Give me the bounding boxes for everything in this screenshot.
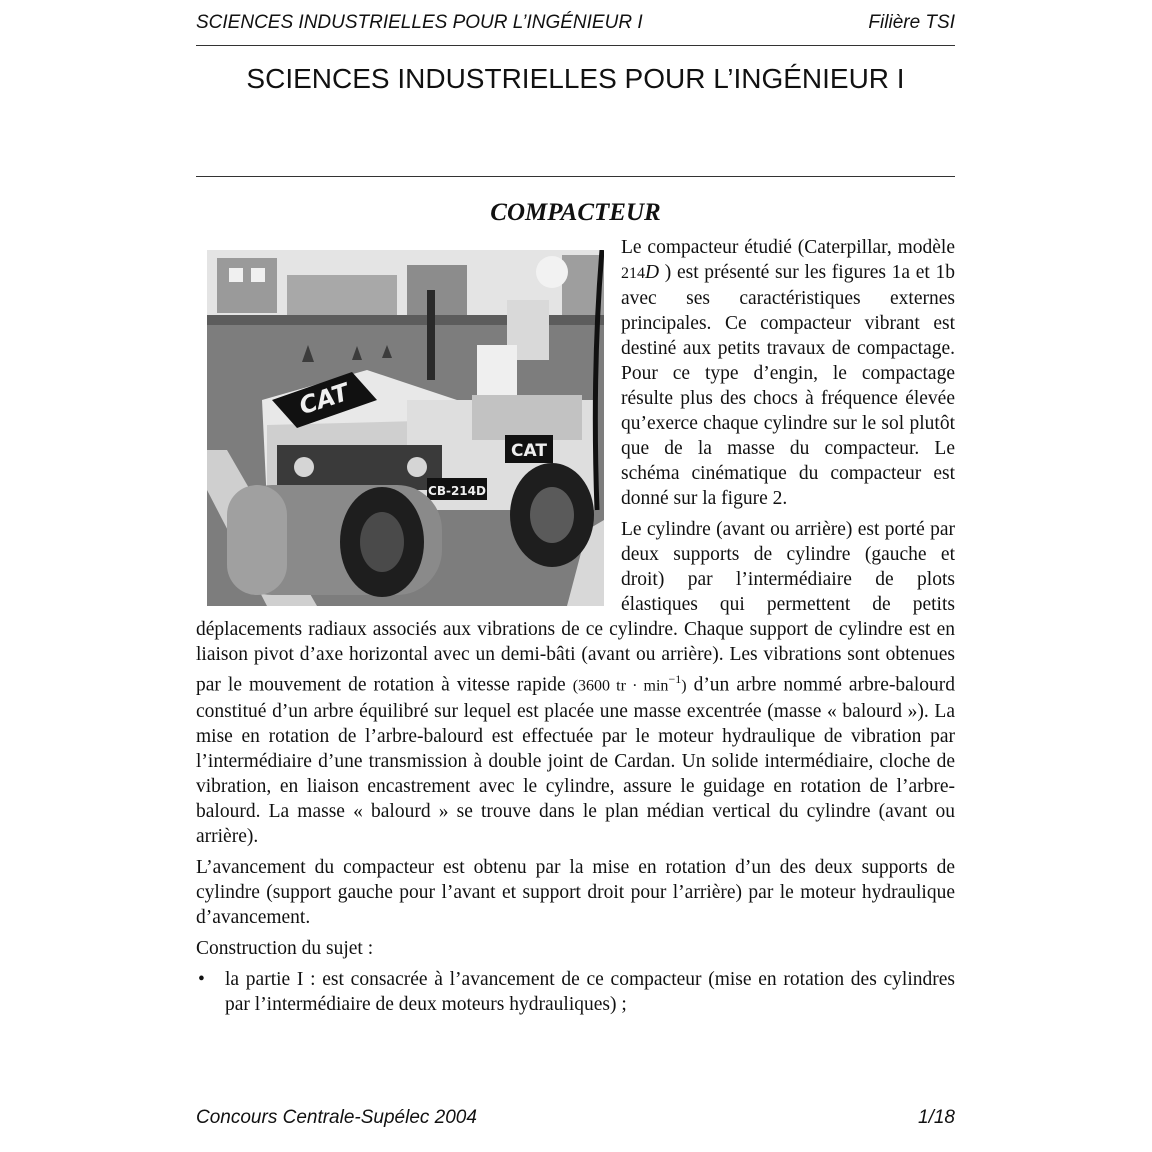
model-number: 214 bbox=[621, 265, 645, 282]
document-title: SCIENCES INDUSTRIELLES POUR L’INGÉNIEUR I bbox=[246, 63, 905, 94]
paragraph-cylinder-text-end: d’un arbre nommé arbre-balourd constitué d’un arbre équilibré sur lequel est placée une masse excentrée (masse « balourd »). La mise en rotation de l’arbre-balourd est effectuée par le moteur hydraulique de vibration par l’intermédiaire d’une transmission à double joint de Cardan. Un solide intermédiaire, cloche de vibration, en liaison encastrement avec le cylindre, assure le guidage en rotation de l’arbre-balourd. La masse « balourd » se trouve dans le plan médian vertical du cylindre (avant ou arrière). bbox=[196, 674, 956, 847]
header-course-title: SCIENCES INDUSTRIELLES POUR L’INGÉNIEUR I bbox=[196, 12, 643, 33]
rotation-speed-exponent: −1 bbox=[668, 672, 682, 686]
compactor-photo bbox=[207, 250, 604, 606]
construction-list bbox=[196, 967, 955, 1017]
paragraph-intro-text-start: Le compacteur étudié (Caterpillar, modèle bbox=[621, 237, 955, 258]
body-text bbox=[196, 235, 955, 1017]
footer-exam-name: Concours Centrale-Supélec 2004 bbox=[196, 1107, 477, 1128]
model-plate: CB-214D bbox=[428, 484, 486, 498]
paragraph-advance: L’avancement du compacteur est obtenu par la mise en rotation d’un des deux supports de cylindre (support gauche pour l’avant et support droit pour l’arrière) par le moteur hydraulique d’avancement. bbox=[196, 856, 955, 928]
bullet-icon: • bbox=[198, 968, 205, 990]
section-title: COMPACTEUR bbox=[490, 199, 661, 226]
header-divider bbox=[196, 45, 955, 46]
title-divider bbox=[196, 176, 955, 177]
rotation-speed-value: (3600 tr · min bbox=[572, 677, 669, 695]
cat-logo-front: CAT bbox=[295, 378, 353, 421]
document-page bbox=[196, 0, 955, 1152]
rotation-speed-close: ) bbox=[681, 677, 687, 695]
running-footer bbox=[196, 1105, 955, 1131]
compactor-photo-drawing bbox=[207, 250, 604, 606]
header-track: Filière TSI bbox=[868, 12, 955, 33]
list-item-text: la partie I : est consacrée à l’avancement de ce compacteur (mise en rotation des cylindres par l’intermédiaire de deux moteurs hydrauliques) ; bbox=[225, 968, 955, 1015]
page-number: 1/18 bbox=[918, 1107, 955, 1128]
paragraph-construction: Construction du sujet : bbox=[196, 937, 374, 959]
paragraph-intro-text-end: ) est présenté sur les figures 1a et 1b avec ses caractéristiques externes principales. Ce compacteur vibrant est destiné aux petits travaux de compactage. Pour ce type d’engin, le compactage résulte plus des chocs à fréquence élevée qu’exerce chaque cylindre sur le sol plutôt que de la masse du compacteur. Le schéma cinématique du compacteur est donné sur la figure 2. bbox=[621, 262, 955, 509]
model-letter: D bbox=[645, 262, 660, 283]
paragraph-cylinder-text-start: Le cylindre (avant ou arrière) est porté par deux supports de cylindre (gauche et droit) par l’intermédiaire de plots élastiques qui permettent de petits déplacements radiaux associés aux vibrations de ce cylindre. Chaque support de cylindre est en liaison pivot d’axe horizontal avec un demi-bâti (avant ou arrière). Les vibrations sont obtenues par le mouvement de rotation à vitesse rapide bbox=[196, 519, 955, 696]
list-item bbox=[196, 967, 955, 1017]
cat-logo-side: CAT bbox=[511, 441, 547, 461]
running-header bbox=[196, 10, 955, 36]
